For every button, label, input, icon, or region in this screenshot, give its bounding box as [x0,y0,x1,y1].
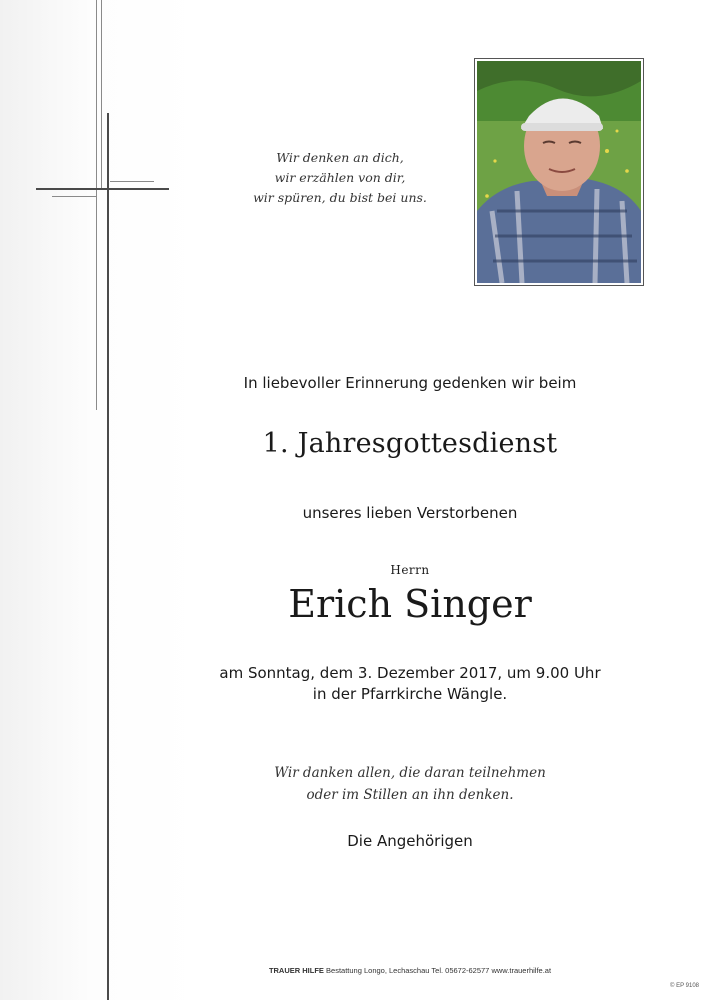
thanks-line-1: Wir danken allen, die daran teilnehmen [274,765,546,781]
subtitle-text: unseres lieben Verstorbenen [302,504,518,522]
cross-vertical-left-inner [101,0,102,190]
service-date [150,663,670,705]
memorial-quote [240,148,440,208]
quote-line-1: Wir denken an dich, [276,150,404,165]
cross-vertical-left [96,0,97,410]
service-title: 1. Jahresgottesdienst [262,428,558,459]
quote-line-2: wir erzählen von dir, [274,170,406,185]
date-line-1: am Sonntag, dem 3. Dezember 2017, um 9.00 Uhr [219,664,601,682]
quote-line-3: wir spüren, du bist bei uns. [253,190,427,205]
print-code: © EP 9108 [670,983,699,989]
salutation: Herrn [390,563,430,577]
cross-vertical-main [107,113,109,1000]
thanks-text [150,762,670,806]
portrait-photo [474,58,644,286]
cross-horizontal-upper [110,181,154,182]
footer-brand: TRAUER HILFE [268,966,324,975]
portrait-image [477,61,641,283]
date-line-2: in der Pfarrkirche Wängle. [312,685,508,703]
cross-horizontal-lower [52,196,96,197]
deceased-name: Erich Singer [288,582,532,626]
thanks-line-2: oder im Stillen an ihn denken. [306,787,514,803]
footer-text: Bestattung Longo, Lechaschau Tel. 05672-62577 www.trauerhilfe.at [326,966,552,975]
footer [150,966,670,975]
intro-text: In liebevoller Erinnerung gedenken wir beim [243,374,577,392]
signature: Die Angehörigen [347,832,473,850]
cross-horizontal-main [36,188,169,190]
